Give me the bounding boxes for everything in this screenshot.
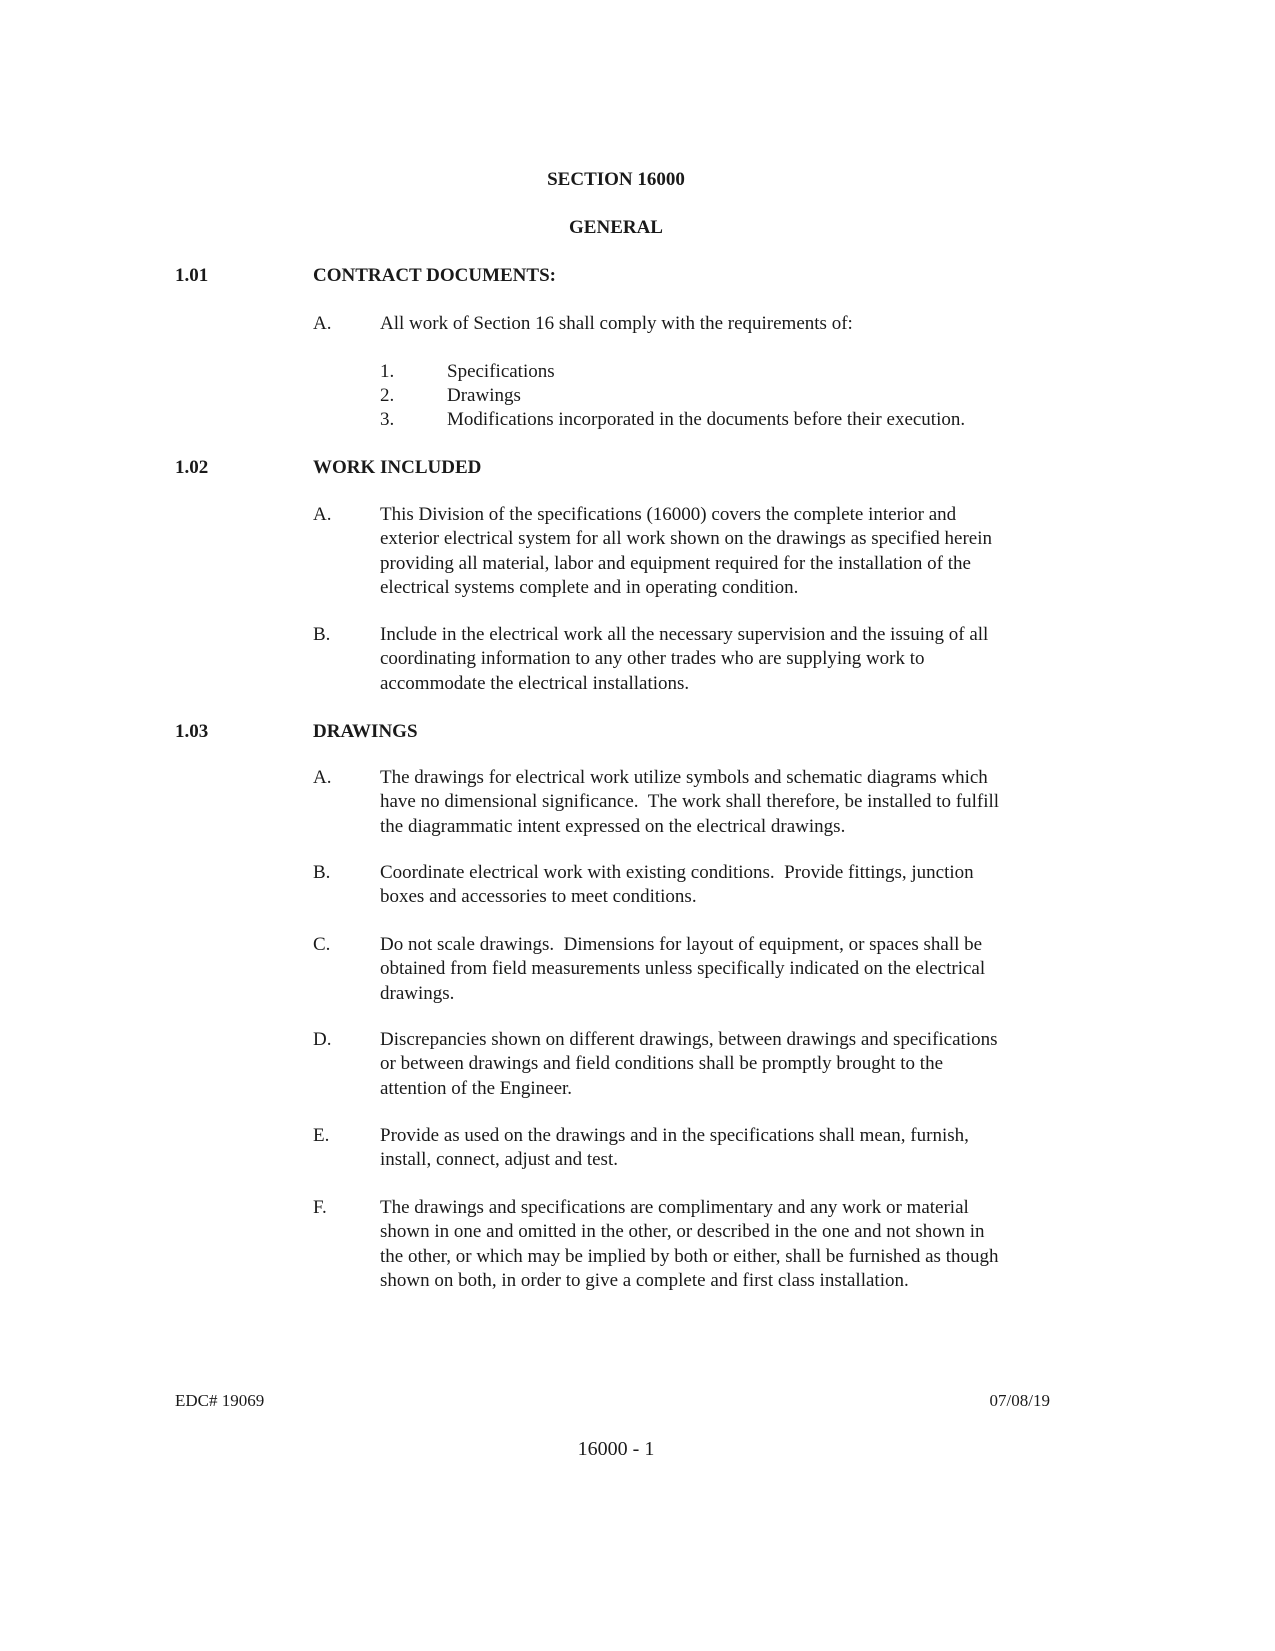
subitem-label: 1. xyxy=(380,361,395,382)
paragraph-line: obtained from field measurements unless specifically indicated on the electrical xyxy=(380,958,986,980)
paragraph-line: shown on both, in order to give a complete and first class installation. xyxy=(380,1270,909,1292)
item-paragraph xyxy=(380,1196,998,1294)
paragraph-line: The drawings for electrical work utilize symbols and schematic diagrams which xyxy=(380,767,988,788)
item-label: B. xyxy=(313,862,331,883)
item-label: A. xyxy=(313,313,332,334)
paragraph-line: the diagrammatic intent expressed on the electrical drawings. xyxy=(380,815,846,837)
section-number: 1.03 xyxy=(175,721,209,742)
paragraph-line: shown in one and omitted in the other, or described in the one and not shown in xyxy=(380,1221,985,1243)
paragraph-line: boxes and accessories to meet conditions. xyxy=(380,886,697,908)
section-number-heading: SECTION 16000 xyxy=(547,169,685,190)
paragraph-line: drawings. xyxy=(380,982,455,1004)
section-number: 1.01 xyxy=(175,265,209,286)
paragraph-line: Discrepancies shown on different drawings, between drawings and specifications xyxy=(380,1029,998,1050)
subitem-text: Drawings xyxy=(447,385,521,406)
paragraph-line: Include in the electrical work all the necessary supervision and the issuing of all xyxy=(380,624,989,645)
item-label: B. xyxy=(313,624,331,645)
paragraph-line: Coordinate electrical work with existing conditions. Provide fittings, junction xyxy=(380,862,974,883)
item-paragraph xyxy=(380,623,988,696)
item-label: C. xyxy=(313,934,331,955)
subitem-label: 3. xyxy=(380,409,395,430)
item-paragraph xyxy=(380,933,985,1006)
paragraph-line: providing all material, labor and equipment required for the installation of the xyxy=(380,552,971,574)
item-paragraph xyxy=(380,1124,969,1173)
paragraph-line: attention of the Engineer. xyxy=(380,1077,573,1099)
item-label: A. xyxy=(313,767,332,788)
paragraph-line: exterior electrical system for all work shown on the drawings as specified herein xyxy=(380,528,993,550)
page-number: 16000 - 1 xyxy=(577,1438,655,1460)
item-label: D. xyxy=(313,1029,332,1050)
item-paragraph xyxy=(380,312,853,336)
section-heading: WORK INCLUDED xyxy=(313,457,482,478)
item-paragraph xyxy=(380,766,999,839)
paragraph-line: or between drawings and field conditions shall be promptly brought to the xyxy=(380,1053,944,1075)
paragraph-line: This Division of the specifications (16000) covers the complete interior and xyxy=(380,504,957,525)
paragraph-line: the other, or which may be implied by both or either, shall be furnished as though xyxy=(380,1245,999,1267)
footer-date: 07/08/19 xyxy=(989,1391,1050,1410)
item-paragraph xyxy=(380,861,974,910)
paragraph-line: coordinating information to any other trades who are supplying work to xyxy=(380,648,925,670)
section-heading: CONTRACT DOCUMENTS: xyxy=(313,265,556,286)
item-label: E. xyxy=(313,1125,330,1146)
paragraph-line: accommodate the electrical installations. xyxy=(380,672,690,694)
paragraph-line: The drawings and specifications are complimentary and any work or material xyxy=(380,1197,969,1218)
item-label: A. xyxy=(313,504,332,525)
section-title: GENERAL xyxy=(569,217,663,238)
subitem-text: Modifications incorporated in the documents before their execution. xyxy=(447,409,966,430)
footer-doc-number: EDC# 19069 xyxy=(175,1391,265,1410)
paragraph-line: electrical systems complete and in operating condition. xyxy=(380,577,799,599)
item-paragraph xyxy=(380,503,992,601)
section-heading: DRAWINGS xyxy=(313,721,418,742)
item-label: F. xyxy=(313,1197,327,1218)
subitem-text: Specifications xyxy=(447,361,555,382)
item-paragraph xyxy=(380,1028,998,1101)
paragraph-line: have no dimensional significance. The work shall therefore, be installed to fulfill xyxy=(380,791,1000,813)
paragraph-line: install, connect, adjust and test. xyxy=(380,1149,618,1171)
section-number: 1.02 xyxy=(175,457,209,478)
subitem-label: 2. xyxy=(380,385,395,406)
paragraph-line: All work of Section 16 shall comply with the requirements of: xyxy=(380,313,853,334)
paragraph-line: Provide as used on the drawings and in the specifications shall mean, furnish, xyxy=(380,1125,969,1146)
paragraph-line: Do not scale drawings. Dimensions for layout of equipment, or spaces shall be xyxy=(380,934,983,955)
